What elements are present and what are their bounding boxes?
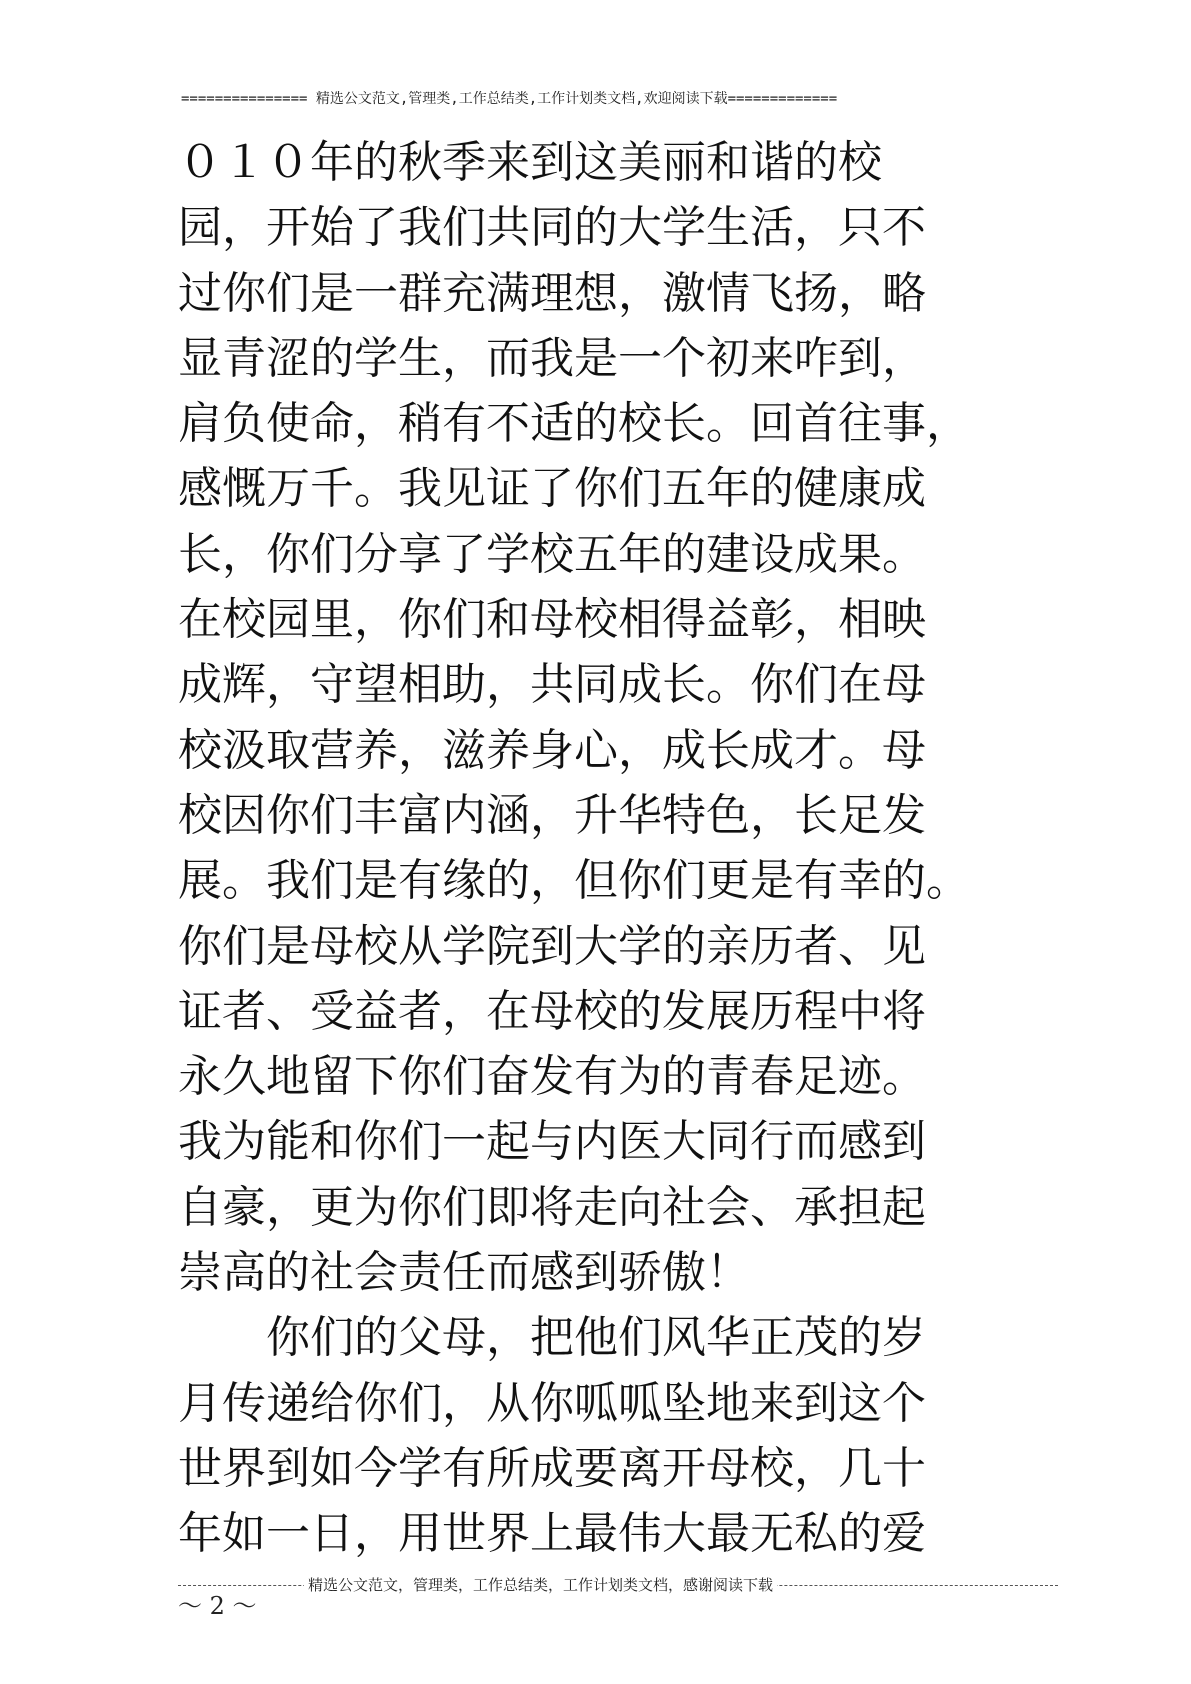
body-line: 肩负使命，稍有不适的校长。回首往事， (178, 398, 970, 450)
body-line: 校因你们丰富内涵，升华特色，长足发 (178, 789, 926, 841)
footer-text: 精选公文范文，管理类，工作总结类，工作计划类文档，感谢阅读下载 (304, 1574, 777, 1596)
body-line: ０１０年的秋季来到这美丽和谐的校 (178, 137, 882, 188)
body-line: 你们的父母，把他们风华正茂的岁 (178, 1312, 926, 1364)
body-line: 在校园里，你们和母校相得益彰，相映 (178, 594, 926, 646)
body-line: 校汲取营养，滋养身心，成长成才。母 (178, 724, 926, 776)
body-line: 世界到如今学有所成要离开母校，几十 (178, 1442, 926, 1494)
page-number: ～ 2 ～ (178, 1592, 257, 1620)
body-line: 永久地留下你们奋发有为的青春足迹。 (178, 1051, 926, 1103)
body-line: 我为能和你们一起与内医大同行而感到 (178, 1116, 926, 1168)
body-line: 显青涩的学生，而我是一个初来咋到， (178, 332, 926, 384)
body-line: 成辉，守望相助，共同成长。你们在母 (178, 659, 926, 711)
body-line: 崇高的社会责任而感到骄傲！ (178, 1247, 750, 1299)
body-line: 证者、受益者，在母校的发展历程中将 (178, 985, 926, 1037)
body-line: 长，你们分享了学校五年的建设成果。 (178, 528, 926, 580)
body-line: 过你们是一群充满理想，激情飞扬，略 (178, 267, 926, 319)
document-body (178, 130, 1028, 1567)
body-line: 年如一日，用世界上最伟大最无私的爱 (178, 1508, 926, 1560)
body-line: 自豪，更为你们即将走向社会、承担起 (178, 1181, 926, 1233)
page-header: =============== 精选公文范文,管理类,工作总结类,工作计划类文档,欢迎阅读下载============= (181, 91, 838, 107)
body-line: 月传递给你们，从你呱呱坠地来到这个 (178, 1377, 926, 1429)
body-line: 感慨万千。我见证了你们五年的健康成 (178, 463, 926, 515)
page-footer (178, 1574, 1058, 1624)
body-line: 展。我们是有缘的，但你们更是有幸的。 (178, 855, 970, 907)
body-line: 你们是母校从学院到大学的亲历者、见 (178, 920, 926, 972)
body-line: 园，开始了我们共同的大学生活，只不 (178, 202, 926, 254)
